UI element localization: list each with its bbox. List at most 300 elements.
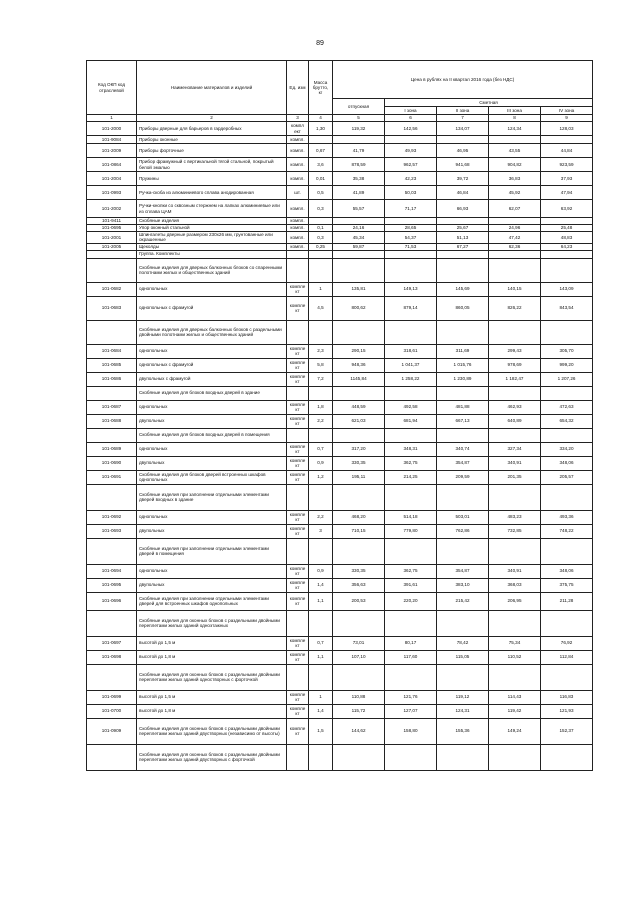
header-code: Код ОКП код отраслевой (87, 61, 137, 115)
cell-name: Скобяные изделия при заполнении отдельными элементами дверей входных в здание (137, 484, 287, 510)
cell-code (87, 744, 137, 770)
cell-mass: 0,3 (309, 200, 333, 218)
cell-mass: 0,67 (309, 144, 333, 158)
cell-price-zone-4: 748,22 (541, 524, 593, 538)
cell-price-zone-4 (541, 386, 593, 400)
cell-code: 101-0689 (87, 442, 137, 456)
cell-price-zone-3: 45,92 (489, 186, 541, 200)
cell-price-otpusknaya: 356,63 (333, 578, 385, 592)
table-row (87, 400, 593, 414)
cell-price-otpusknaya: 290,15 (333, 344, 385, 358)
cell-price-zone-1: 391,61 (385, 578, 437, 592)
cell-price-otpusknaya: 878,59 (333, 158, 385, 172)
cell-price-zone-1: 492,58 (385, 400, 437, 414)
cell-name: Скобяные изделия для дверных балконных блоков с раздельными двойными полотнами жилых и общественных зданий (137, 320, 287, 344)
table-row (87, 218, 593, 225)
cell-name: высотой до 1,5 м (137, 690, 287, 704)
column-number: 5 (333, 115, 385, 122)
cell-price-zone-2 (437, 610, 489, 636)
cell-price-zone-4 (541, 664, 593, 690)
cell-price-zone-4: 63,92 (541, 200, 593, 218)
cell-price-zone-1: 80,17 (385, 636, 437, 650)
table-row (87, 564, 593, 578)
cell-price-zone-4: 121,93 (541, 704, 593, 718)
cell-price-zone-3: 140,15 (489, 282, 541, 296)
cell-unit (287, 428, 309, 442)
cell-unit: шт. (287, 186, 309, 200)
cell-price-otpusknaya: 317,20 (333, 442, 385, 456)
cell-name: Скобяные изделия для оконных блоков с раздельными двойными переплетами жилых зданий одноэтажных (137, 610, 287, 636)
cell-mass (309, 250, 333, 258)
table-row (87, 136, 593, 144)
cell-code (87, 258, 137, 282)
cell-price-zone-2: 66,93 (437, 200, 489, 218)
cell-code: 101-0683 (87, 296, 137, 320)
cell-price-zone-2 (437, 136, 489, 144)
cell-mass (309, 428, 333, 442)
cell-mass: 3 (309, 524, 333, 538)
cell-price-otpusknaya: 41,89 (333, 186, 385, 200)
table-row (87, 232, 593, 244)
cell-name: однопольных с фрамугой (137, 358, 287, 372)
cell-name: Приборы дверные для барьеров в гардеробных (137, 122, 287, 136)
cell-price-zone-4 (541, 250, 593, 258)
cell-price-zone-3 (489, 664, 541, 690)
cell-price-zone-3 (489, 428, 541, 442)
cell-unit: компле кт (287, 636, 309, 650)
cell-price-zone-3: 462,93 (489, 400, 541, 414)
cell-price-otpusknaya: 24,16 (333, 225, 385, 232)
cell-unit (287, 538, 309, 564)
cell-unit: компле кт (287, 456, 309, 470)
cell-code (87, 484, 137, 510)
cell-price-zone-2: 1 015,76 (437, 358, 489, 372)
table-row (87, 158, 593, 172)
cell-price-zone-3: 483,23 (489, 510, 541, 524)
cell-price-zone-2 (437, 428, 489, 442)
cell-name: Скобяные изделия для оконных блоков с раздельными двойными переплетами жилых зданий двустворных с форточкой (137, 744, 287, 770)
cell-price-zone-4: 112,84 (541, 650, 593, 664)
table-group-row (87, 320, 593, 344)
cell-price-zone-4: 654,32 (541, 414, 593, 428)
cell-price-zone-1: 962,57 (385, 158, 437, 172)
cell-code: 101-2000 (87, 122, 137, 136)
cell-unit: компл ект (287, 122, 309, 136)
cell-code: 101-0697 (87, 636, 137, 650)
cell-mass: 0,3 (309, 232, 333, 244)
cell-code: 101-0696 (87, 592, 137, 610)
cell-price-zone-3 (489, 136, 541, 144)
cell-price-otpusknaya: 107,10 (333, 650, 385, 664)
cell-code: 101-2002 (87, 200, 137, 218)
cell-unit: компле кт (287, 372, 309, 386)
table-row (87, 186, 593, 200)
cell-mass: 1,4 (309, 704, 333, 718)
cell-name: однопольных с фрамугой (137, 296, 287, 320)
cell-unit: компл. (287, 144, 309, 158)
cell-unit: компле кт (287, 524, 309, 538)
cell-price-zone-3: 124,34 (489, 122, 541, 136)
cell-mass (309, 320, 333, 344)
cell-price-zone-2: 134,07 (437, 122, 489, 136)
cell-name: Ручка-скоба из алюминиевого сплава анодированная (137, 186, 287, 200)
header-zone-3: III зона (489, 107, 541, 115)
cell-unit: компл. (287, 158, 309, 172)
cell-price-zone-1: 158,80 (385, 718, 437, 744)
cell-price-zone-3: 978,69 (489, 358, 541, 372)
cell-mass (309, 136, 333, 144)
cell-price-zone-1 (385, 610, 437, 636)
cell-price-zone-2: 354,87 (437, 456, 489, 470)
cell-price-zone-2: 860,05 (437, 296, 489, 320)
cell-mass: 0,1 (309, 225, 333, 232)
cell-price-zone-3: 119,42 (489, 704, 541, 718)
cell-price-zone-4: 999,20 (541, 358, 593, 372)
table-row (87, 690, 593, 704)
cell-unit (287, 250, 309, 258)
cell-name: двупольных (137, 414, 287, 428)
cell-code: 101-2001 (87, 232, 137, 244)
cell-mass (309, 258, 333, 282)
cell-name: Скобяные изделия (137, 218, 287, 225)
cell-price-zone-3: 327,34 (489, 442, 541, 456)
cell-price-zone-4: 375,75 (541, 578, 593, 592)
cell-code: 101-0694 (87, 564, 137, 578)
cell-price-zone-4: 472,63 (541, 400, 593, 414)
cell-price-zone-4: 211,28 (541, 592, 593, 610)
cell-price-otpusknaya (333, 538, 385, 564)
cell-price-zone-1: 127,07 (385, 704, 437, 718)
table-row (87, 704, 593, 718)
cell-mass: 1,30 (309, 122, 333, 136)
cell-code: 101-0691 (87, 470, 137, 484)
cell-unit (287, 610, 309, 636)
cell-mass: 7,2 (309, 372, 333, 386)
cell-price-zone-1: 318,61 (385, 344, 437, 358)
cell-price-zone-3: 75,34 (489, 636, 541, 650)
cell-price-zone-1: 28,65 (385, 225, 437, 232)
cell-unit: компл. (287, 243, 309, 250)
cell-price-zone-3: 62,36 (489, 243, 541, 250)
cell-price-zone-2: 155,36 (437, 718, 489, 744)
cell-price-zone-2: 119,12 (437, 690, 489, 704)
cell-price-zone-4: 334,20 (541, 442, 593, 456)
cell-unit: компле кт (287, 414, 309, 428)
cell-price-zone-4: 37,93 (541, 172, 593, 186)
cell-name: двупольных (137, 456, 287, 470)
cell-name: Скобяные изделия для оконных блоков с раздельными двойными переплетами жилых зданий двустворных (независимо от высоты) (137, 718, 287, 744)
cell-code: 101-0695 (87, 225, 137, 232)
cell-unit: компле кт (287, 578, 309, 592)
cell-price-zone-2 (437, 744, 489, 770)
cell-name: Приборы форточные (137, 144, 287, 158)
cell-unit: компл. (287, 225, 309, 232)
cell-price-zone-2 (437, 386, 489, 400)
cell-name: двупольных (137, 524, 287, 538)
cell-price-zone-3 (489, 386, 541, 400)
cell-unit (287, 386, 309, 400)
cell-name: Упор оконный стальной (137, 225, 287, 232)
cell-price-zone-1: 142,56 (385, 122, 437, 136)
cell-price-otpusknaya: 41,79 (333, 144, 385, 158)
cell-name: Прибор фрамужный с вертикальной тягой стальной, покрытый белой эмалью (137, 158, 287, 172)
cell-price-zone-2: 340,74 (437, 442, 489, 456)
cell-price-otpusknaya (333, 744, 385, 770)
cell-name: однопольных (137, 564, 287, 578)
table-group-row (87, 484, 593, 510)
cell-mass: 0,7 (309, 636, 333, 650)
header-smetnaya: Сметная (385, 99, 593, 107)
header-unit: Ед. изм (287, 61, 309, 115)
cell-code: 101-0690 (87, 456, 137, 470)
cell-unit: компле кт (287, 704, 309, 718)
cell-code: 101-0993 (87, 186, 137, 200)
cell-price-zone-2: 311,69 (437, 344, 489, 358)
header-otpusknaya: отпускная (333, 99, 385, 115)
cell-price-zone-4: 143,09 (541, 282, 593, 296)
cell-name: однопольных (137, 344, 287, 358)
cell-price-zone-4: 348,06 (541, 564, 593, 578)
table-row (87, 344, 593, 358)
cell-price-zone-3 (489, 484, 541, 510)
cell-mass: 1 (309, 282, 333, 296)
page-number: 89 (316, 40, 324, 47)
cell-price-zone-2: 67,27 (437, 243, 489, 250)
cell-price-zone-1: 71,17 (385, 200, 437, 218)
cell-price-otpusknaya: 59,87 (333, 243, 385, 250)
cell-mass: 5,8 (309, 358, 333, 372)
column-number: 8 (489, 115, 541, 122)
cell-price-zone-2: 383,10 (437, 578, 489, 592)
table-row (87, 718, 593, 744)
cell-price-otpusknaya: 115,72 (333, 704, 385, 718)
cell-unit: компле кт (287, 358, 309, 372)
cell-price-zone-3 (489, 258, 541, 282)
cell-price-zone-2: 39,72 (437, 172, 489, 186)
cell-code: 101-0688 (87, 414, 137, 428)
cell-price-zone-2: 503,01 (437, 510, 489, 524)
cell-price-otpusknaya (333, 664, 385, 690)
column-number: 1 (87, 115, 137, 122)
cell-price-otpusknaya (333, 386, 385, 400)
cell-price-zone-2: 1 230,89 (437, 372, 489, 386)
cell-code: 101-0700 (87, 704, 137, 718)
cell-price-zone-4: 152,37 (541, 718, 593, 744)
cell-mass: 3,6 (309, 158, 333, 172)
cell-price-zone-1: 1 258,22 (385, 372, 437, 386)
cell-price-zone-1 (385, 428, 437, 442)
cell-price-zone-3 (489, 610, 541, 636)
cell-price-otpusknaya: 948,36 (333, 358, 385, 372)
cell-price-zone-4: 493,36 (541, 510, 593, 524)
table-row (87, 592, 593, 610)
cell-code (87, 664, 137, 690)
cell-price-otpusknaya: 110,88 (333, 690, 385, 704)
price-table (86, 60, 593, 771)
cell-price-otpusknaya: 448,59 (333, 400, 385, 414)
cell-mass: 0,25 (309, 243, 333, 250)
cell-unit: компл. (287, 136, 309, 144)
cell-mass: 0,9 (309, 564, 333, 578)
cell-price-zone-3 (489, 744, 541, 770)
table-row (87, 225, 593, 232)
cell-price-zone-1: 49,93 (385, 144, 437, 158)
cell-price-zone-1 (385, 664, 437, 690)
cell-price-zone-4 (541, 218, 593, 225)
cell-price-zone-2: 481,88 (437, 400, 489, 414)
cell-unit: компле кт (287, 296, 309, 320)
table-group-row (87, 610, 593, 636)
cell-price-otpusknaya: 73,01 (333, 636, 385, 650)
cell-mass (309, 744, 333, 770)
cell-mass (309, 538, 333, 564)
cell-price-zone-1: 362,75 (385, 564, 437, 578)
table-group-row (87, 428, 593, 442)
header-name: Наименование материалов и изделий (137, 61, 287, 115)
cell-price-zone-4: 47,94 (541, 186, 593, 200)
cell-code: 101-0686 (87, 372, 137, 386)
cell-code: 101-0909 (87, 718, 137, 744)
cell-price-zone-2: 124,31 (437, 704, 489, 718)
column-number: 4 (309, 115, 333, 122)
cell-name: Ручки-кнопки со сквозным стержнем на лапках алюминиевые или из сплава ЦАМ (137, 200, 287, 218)
cell-code: 101-0692 (87, 510, 137, 524)
cell-name: высотой до 1,8 м (137, 650, 287, 664)
cell-code (87, 386, 137, 400)
cell-unit: компле кт (287, 470, 309, 484)
cell-unit: компле кт (287, 282, 309, 296)
cell-mass: 1,5 (309, 718, 333, 744)
cell-price-otpusknaya (333, 258, 385, 282)
cell-price-zone-1 (385, 744, 437, 770)
table-row (87, 442, 593, 456)
cell-mass (309, 484, 333, 510)
cell-code: 101-2004 (87, 172, 137, 186)
cell-name: однопольных (137, 510, 287, 524)
cell-price-otpusknaya: 800,62 (333, 296, 385, 320)
column-number: 6 (385, 115, 437, 122)
table-row (87, 122, 593, 136)
cell-price-zone-4 (541, 610, 593, 636)
table-row (87, 470, 593, 484)
cell-price-otpusknaya (333, 428, 385, 442)
cell-unit (287, 664, 309, 690)
cell-mass (309, 218, 333, 225)
cell-price-zone-1 (385, 136, 437, 144)
cell-price-zone-1 (385, 484, 437, 510)
cell-price-zone-2 (437, 218, 489, 225)
header-price-title: Цена в рублях на II квартал 2016 года (без НДС) (333, 61, 593, 99)
cell-code: 101-2009 (87, 144, 137, 158)
cell-price-otpusknaya: 1145,84 (333, 372, 385, 386)
cell-price-zone-4: 44,84 (541, 144, 593, 158)
cell-price-zone-4: 1 207,26 (541, 372, 593, 386)
cell-price-otpusknaya (333, 250, 385, 258)
cell-price-zone-2: 941,68 (437, 158, 489, 172)
cell-price-zone-3: 340,91 (489, 564, 541, 578)
header-mass: Масса брутто, кг (309, 61, 333, 115)
cell-code: 101-0682 (87, 282, 137, 296)
cell-price-zone-2: 46,84 (437, 186, 489, 200)
table-body (87, 122, 593, 771)
cell-name: однопольных (137, 442, 287, 456)
cell-price-zone-1: 121,76 (385, 690, 437, 704)
cell-price-zone-4: 923,59 (541, 158, 593, 172)
cell-price-zone-1: 514,18 (385, 510, 437, 524)
cell-price-zone-1 (385, 320, 437, 344)
header-zone-1: I зона (385, 107, 437, 115)
cell-price-zone-3: 640,89 (489, 414, 541, 428)
cell-price-zone-4: 128,03 (541, 122, 593, 136)
cell-name: Скобяные изделия для дверных балконных блоков со спаренными полотнами жилых и общественных зданий (137, 258, 287, 282)
table-row (87, 510, 593, 524)
cell-mass: 1 (309, 690, 333, 704)
cell-unit: компле кт (287, 718, 309, 744)
cell-code: 101-0687 (87, 400, 137, 414)
cell-price-otpusknaya: 195,11 (333, 470, 385, 484)
cell-unit (287, 744, 309, 770)
cell-mass: 0,7 (309, 442, 333, 456)
table-row (87, 358, 593, 372)
cell-price-zone-3: 826,22 (489, 296, 541, 320)
table-group-row (87, 538, 593, 564)
cell-price-zone-3: 43,55 (489, 144, 541, 158)
cell-price-zone-1: 71,53 (385, 243, 437, 250)
cell-price-zone-1: 149,13 (385, 282, 437, 296)
cell-price-zone-4 (541, 428, 593, 442)
cell-unit (287, 258, 309, 282)
cell-code (87, 610, 137, 636)
cell-price-otpusknaya: 330,35 (333, 564, 385, 578)
cell-price-zone-2: 46,95 (437, 144, 489, 158)
cell-price-zone-4: 116,83 (541, 690, 593, 704)
cell-price-zone-3: 340,91 (489, 456, 541, 470)
column-number: 3 (287, 115, 309, 122)
cell-mass: 2,3 (309, 344, 333, 358)
table-row (87, 243, 593, 250)
cell-name: Щеколды (137, 243, 287, 250)
cell-price-zone-2 (437, 484, 489, 510)
cell-name: двупольных с фрамугой (137, 372, 287, 386)
table-group-row (87, 386, 593, 400)
table-group-row (87, 664, 593, 690)
cell-price-zone-1: 220,20 (385, 592, 437, 610)
cell-code: 101-0864 (87, 158, 137, 172)
cell-price-zone-3: 206,95 (489, 592, 541, 610)
cell-name: высотой до 1,8 м (137, 704, 287, 718)
cell-price-zone-3: 368,03 (489, 578, 541, 592)
cell-code: 101-9411 (87, 218, 137, 225)
cell-name: Шпингалеты дверные размером 230х26 мм, грунтованные или окрашенные (137, 232, 287, 244)
cell-price-otpusknaya: 35,38 (333, 172, 385, 186)
cell-price-zone-3: 201,35 (489, 470, 541, 484)
cell-price-zone-2: 209,59 (437, 470, 489, 484)
cell-price-zone-1: 214,25 (385, 470, 437, 484)
cell-code (87, 538, 137, 564)
cell-price-otpusknaya: 45,34 (333, 232, 385, 244)
cell-price-zone-4: 205,57 (541, 470, 593, 484)
cell-price-zone-3 (489, 320, 541, 344)
cell-code: 101-0684 (87, 344, 137, 358)
cell-unit: компл. (287, 200, 309, 218)
cell-price-otpusknaya: 135,81 (333, 282, 385, 296)
cell-price-zone-1 (385, 386, 437, 400)
cell-price-zone-1: 681,94 (385, 414, 437, 428)
cell-price-zone-4 (541, 320, 593, 344)
cell-name: Скобяные изделия для блоков дверей встроенных шкафов однопольных (137, 470, 287, 484)
cell-unit: компле кт (287, 344, 309, 358)
cell-price-zone-3: 1 182,47 (489, 372, 541, 386)
